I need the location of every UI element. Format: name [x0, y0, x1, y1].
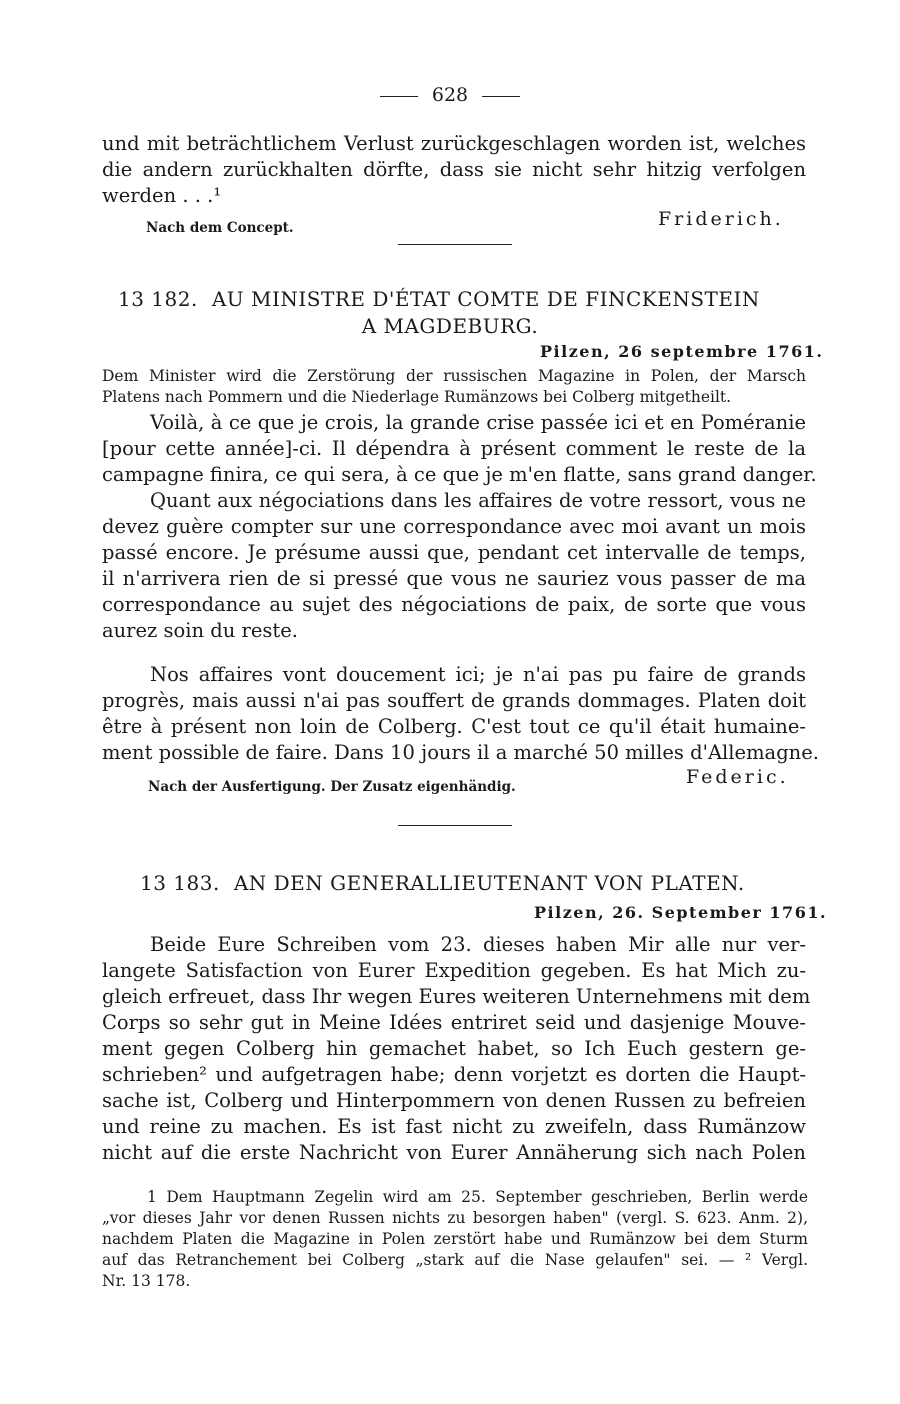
footnote-line: auf das Retranchement bei Colberg „stark auf die Nase gelaufen" sei. — ² Vergl.: [102, 1251, 808, 1269]
text-line: und mit beträchtlichem Verlust zurückgeschlagen worden ist, welches: [102, 132, 806, 155]
paragraph: [102, 410, 817, 488]
paragraph: [102, 932, 811, 1166]
summary-line: Dem Minister wird die Zerstörung der russischen Magazine in Polen, der Marsch: [102, 367, 806, 385]
text-line: devez guère compter sur une correspondance avec moi avant un mois: [102, 515, 806, 538]
letter-heading: [118, 287, 760, 311]
text-line: sache ist, Colberg und Hinterpommern von denen Russen zu befreien: [102, 1089, 806, 1112]
text-line: [pour cette année]-ci. Il dépendra à présent comment le reste de la: [102, 437, 806, 460]
letter-heading: [140, 871, 745, 895]
text-line: Nos affaires vont doucement ici; je n'ai pas pu faire de grands: [150, 663, 806, 686]
letter-number: 13 182.: [118, 287, 198, 311]
dateline: Pilzen, 26 septembre 1761.: [540, 342, 824, 361]
footnote-line: Nr. 13 178.: [102, 1272, 191, 1290]
text-line: nicht auf die erste Nachricht von Eurer Annäherung sich nach Polen: [102, 1141, 806, 1164]
text-line: und reine zu machen. Es ist fast nicht zu zweifeln, dass Rumänzow: [102, 1115, 806, 1138]
footnote-line: 1 Dem Hauptmann Zegelin wird am 25. September geschrieben, Berlin werde: [147, 1188, 808, 1206]
page-number: 628: [0, 84, 900, 106]
source-note: Nach dem Concept.: [146, 220, 294, 236]
text-line: passé encore. Je présume aussi que, pendant cet intervalle de temps,: [102, 541, 806, 564]
footnote-line: „vor dieses Jahr vor denen Russen nichts zu besorgen haben" (vergl. S. 623. Anm. 2),: [102, 1209, 808, 1227]
text-line: ment gegen Colberg hin gemachet habet, so Ich Euch gestern ge-: [102, 1037, 806, 1060]
text-line: die andern zurückhalten dörfte, dass sie nicht sehr hitzig verfolgen: [102, 158, 806, 181]
text-line: progrès, mais aussi n'ai pas souffert de grands dommages. Platen doit: [102, 689, 806, 712]
summary-line: Platens nach Pommern und die Niederlage Rumänzows bei Colberg mitgetheilt.: [102, 388, 732, 406]
letter-summary: [102, 366, 806, 408]
text-line: ment possible de faire. Dans 10 jours il a marché 50 milles d'Allemagne.: [102, 741, 819, 764]
text-line: schrieben² und aufgetragen habe; denn vorjetzt es dorten die Haupt-: [102, 1063, 806, 1086]
text-line: gleich erfreuet, dass Ihr wegen Eures weiteren Unternehmens mit dem: [102, 985, 811, 1008]
text-line: il n'arrivera rien de si pressé que vous ne sauriez vous passer de ma: [102, 567, 806, 590]
text-line: langete Satisfaction von Eurer Expedition gegeben. Es hat Mich zu-: [102, 959, 806, 982]
text-line: Quant aux négociations dans les affaires de votre ressort, vous ne: [150, 489, 806, 512]
text-line: Corps so sehr gut in Meine Idées entriret seid und dasjenige Mouve-: [102, 1011, 806, 1034]
footnote-line: nachdem Platen die Magazine in Polen zerstört habe und Rumänzow bei dem Sturm: [102, 1230, 808, 1248]
text-line: Voilà, à ce que je crois, la grande crise passée ici et en Poméranie: [150, 411, 806, 434]
text-line: campagne finira, ce qui sera, à ce que je m'en flatte, sans grand danger.: [102, 463, 817, 486]
paragraph: [102, 662, 819, 766]
letter-number: 13 183.: [140, 871, 220, 895]
footnotes: [102, 1187, 808, 1292]
signature: Federic.: [686, 766, 789, 788]
source-note: Nach der Ausfertigung. Der Zusatz eigenhändig.: [148, 779, 516, 795]
text-line: correspondance au sujet des négociations de paix, de sorte que vous: [102, 593, 806, 616]
dateline: Pilzen, 26. September 1761.: [534, 903, 828, 922]
signature: Friderich.: [658, 208, 784, 230]
text-line: Beide Eure Schreiben vom 23. dieses haben Mir alle nur ver-: [150, 933, 806, 956]
page-number-dash-right: [482, 96, 520, 97]
text-line: werden . . .¹: [102, 184, 222, 207]
letter-title: AN DEN GENERALLIEUTENANT VON PLATEN.: [233, 871, 745, 895]
page-number-dash-left: [380, 96, 418, 97]
letter-title: AU MINISTRE D'ÉTAT COMTE DE FINCKENSTEIN: [211, 287, 760, 311]
paragraph: [102, 488, 806, 644]
letter-title-line2: A MAGDEBURG.: [361, 314, 539, 338]
text-line: être à présent non loin de Colberg. C'est tout ce qu'il était humaine-: [102, 715, 806, 738]
text-line: aurez soin du reste.: [102, 619, 298, 642]
continuation-paragraph: [102, 131, 806, 209]
section-divider: [398, 825, 512, 826]
section-divider: [398, 244, 512, 245]
